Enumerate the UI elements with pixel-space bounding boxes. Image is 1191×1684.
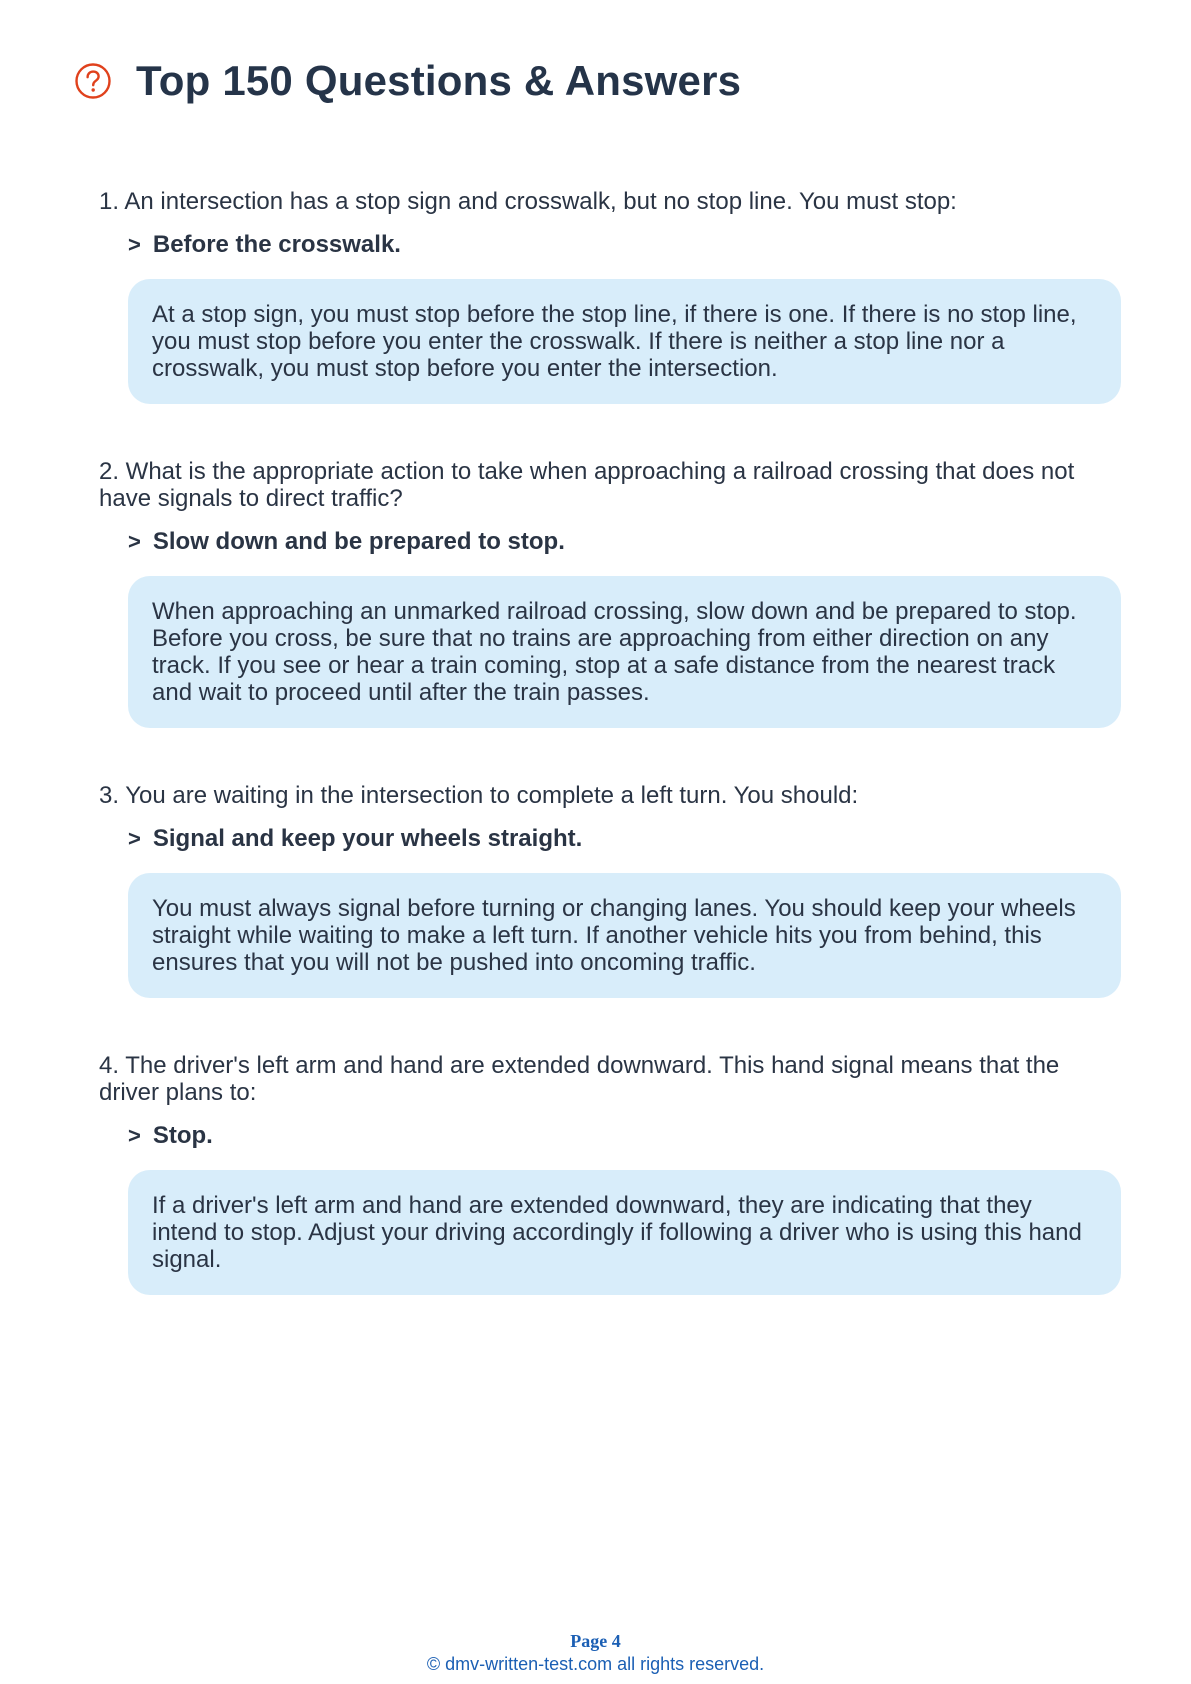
question-text: 3. You are waiting in the intersection to complete a left turn. You should:: [99, 782, 859, 809]
qa-item: [99, 188, 1121, 404]
answer-arrow-icon: >: [128, 1123, 141, 1148]
answer-arrow-icon: >: [128, 529, 141, 554]
answer-text: Signal and keep your wheels straight.: [152, 825, 583, 852]
explanation-box: When approaching an unmarked railroad crossing, slow down and be prepared to stop. Before you cross, be sure that no trains are approaching from either direction on any track. If you see or hear a train coming, stop at a safe distance from the nearest track and wait to proceed until after the train passes.: [128, 576, 1121, 728]
question-text: 1. An intersection has a stop sign and crosswalk, but no stop line. You must stop:: [99, 188, 957, 215]
answer-row: [128, 528, 1121, 556]
question-circle-icon: [74, 62, 112, 100]
qa-item: [99, 782, 1121, 998]
page-header: [74, 57, 742, 104]
question-text: 4. The driver's left arm and hand are extended downward. This hand signal means that the driver plans to:: [99, 1052, 1060, 1106]
explanation-box: At a stop sign, you must stop before the stop line, if there is one. If there is no stop line, you must stop before you enter the crosswalk. If there is neither a stop line nor a crosswalk, you must stop before you enter the intersection.: [128, 279, 1121, 404]
copyright-link[interactable]: © dmv-written-test.com all rights reserved.: [426, 1654, 765, 1674]
page-footer: [0, 1630, 1191, 1676]
page-number: Page 4: [570, 1631, 621, 1651]
answer-text: Stop.: [152, 1122, 213, 1149]
answer-arrow-icon: >: [128, 826, 141, 851]
answer-row: [128, 231, 1121, 259]
answer-text: Slow down and be prepared to stop.: [152, 528, 565, 555]
qa-list: [99, 188, 1121, 1349]
answer-row: [128, 825, 1121, 853]
question-text: 2. What is the appropriate action to take when approaching a railroad crossing that does not have signals to direct traffic?: [99, 458, 1075, 512]
qa-item: [99, 458, 1121, 728]
explanation-box: You must always signal before turning or changing lanes. You should keep your wheels straight while waiting to make a left turn. If another vehicle hits you from behind, this ensures that you will not be pushed into oncoming traffic.: [128, 873, 1121, 998]
answer-text: Before the crosswalk.: [152, 231, 401, 258]
answer-row: [128, 1122, 1121, 1150]
explanation-box: If a driver's left arm and hand are extended downward, they are indicating that they intend to stop. Adjust your driving accordingly if following a driver who is using this hand signal.: [128, 1170, 1121, 1295]
qa-item: [99, 1052, 1121, 1295]
page-title: Top 150 Questions & Answers: [136, 57, 742, 104]
answer-arrow-icon: >: [128, 232, 141, 257]
